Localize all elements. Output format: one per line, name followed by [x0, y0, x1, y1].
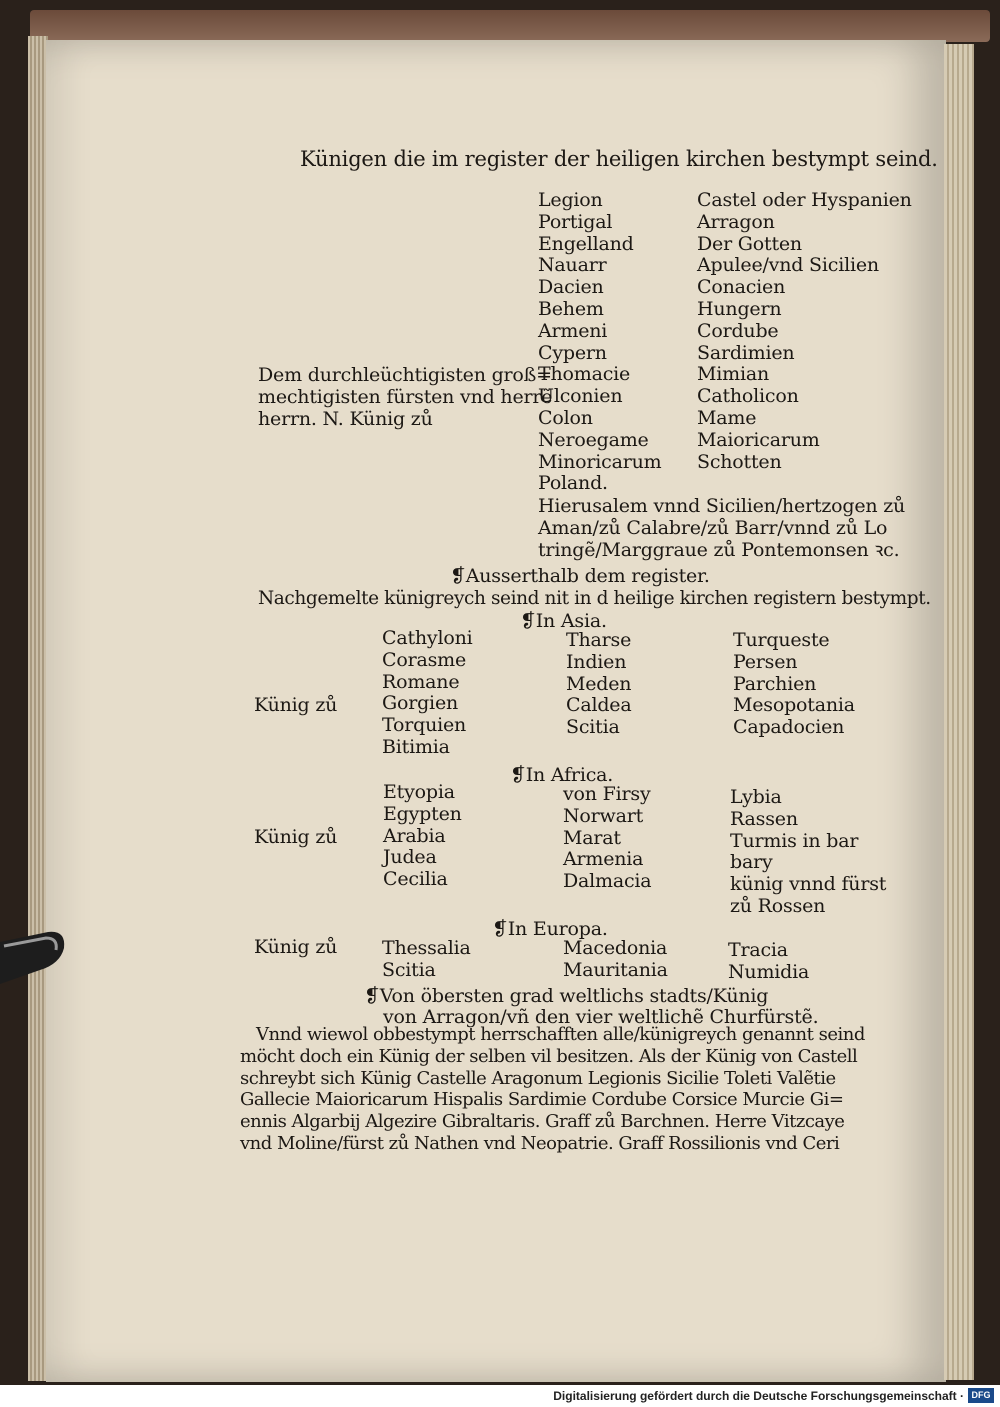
footer-credit: Digitalisierung gefördert durch die Deutsche Forschungsgemeinschaft · — [553, 1389, 964, 1403]
europa-column-3 — [728, 940, 809, 984]
kingdom-item: Marat — [563, 826, 621, 849]
kingdom-item: Tracia — [728, 939, 788, 961]
kingdom-item: Torquien — [382, 714, 467, 737]
kingdom-item: Persen — [733, 650, 798, 673]
kingdom-item: Armenia — [563, 848, 644, 871]
body-line: Gallecie Maioricarum Hispalis Sardimie Cordube Corsice Murcie Gi= — [240, 1089, 844, 1111]
africa-koenig-zu: Künig zů — [254, 826, 338, 848]
kingdom-item: Thomacie — [538, 363, 631, 386]
footer-bar — [0, 1385, 1000, 1407]
kingdom-item: Gorgien — [382, 692, 459, 715]
kingdom-item: Scitia — [382, 958, 436, 981]
body-paragraph — [240, 1024, 865, 1155]
book-cover-top — [30, 10, 990, 42]
kingdom-item: Romane — [382, 670, 460, 693]
asia-heading: ❡In Asia. — [520, 610, 607, 632]
kingdom-item: bary — [730, 851, 773, 874]
kingdom-item: Apulee/vnd Sicilien — [697, 254, 879, 277]
kingdom-item: Etyopia — [383, 781, 455, 803]
registered-column-1 — [538, 190, 661, 495]
kingdom-item: Neroegame — [538, 428, 649, 451]
page-edges-right — [944, 44, 974, 1380]
dedication-line: mechtigisten fürsten vnd herrẽ — [258, 385, 553, 408]
kingdom-item: Engelland — [538, 232, 634, 255]
kingdom-item: Castel oder Hyspanien — [697, 189, 912, 211]
kingdom-item: Cypern — [538, 341, 607, 364]
kingdom-item: Schotten — [697, 450, 782, 473]
grade-heading-line-2: von Arragon/vñ den vier weltlichẽ Churfürstẽ. — [383, 1006, 819, 1028]
kingdom-item: Mesopotania — [733, 694, 855, 717]
kingdom-item: Numidia — [728, 960, 810, 983]
kingdom-item: Sardimien — [697, 341, 795, 364]
kingdom-item: Poland. — [538, 472, 608, 495]
registered-column-2 — [697, 190, 912, 473]
kingdom-item: Lybia — [730, 786, 782, 808]
kingdom-item: Meden — [566, 672, 632, 695]
body-line: schreybt sich Künig Castelle Aragonum Legionis Sicilie Toleti Valẽtie — [240, 1067, 836, 1089]
kingdom-item: Corasme — [382, 648, 466, 671]
dedication-line: Dem durchleüchtigisten groß= — [258, 364, 552, 386]
kingdom-item: Minoricarum — [538, 450, 662, 473]
africa-column-3 — [730, 787, 886, 918]
europa-column-1 — [382, 938, 471, 982]
asia-column-2 — [566, 630, 631, 739]
kingdom-item: Maioricarum — [697, 428, 820, 451]
kingdom-item: Cathyloni — [382, 627, 473, 649]
africa-column-1 — [383, 782, 462, 891]
grade-heading-text: Von öbersten grad weltlichs stadts/Künig — [379, 985, 769, 1007]
kingdom-item: Tharse — [566, 629, 632, 651]
kingdom-item: Arragon — [697, 210, 775, 233]
page-clip-icon — [0, 930, 70, 990]
europa-heading: ❡In Europa. — [492, 918, 608, 940]
kingdom-item: Rassen — [730, 807, 798, 830]
kingdom-item: Norwart — [563, 804, 644, 827]
kingdom-item: Portigal — [538, 210, 613, 233]
page-edges-left — [28, 36, 48, 1381]
kingdom-item: Caldea — [566, 694, 632, 717]
body-line: ennis Algarbij Algezire Gibraltaris. Graff zů Barchnen. Herre Vitzcaye — [240, 1111, 845, 1133]
jerusalem-block — [538, 496, 905, 561]
asia-heading-text: In Asia. — [535, 610, 607, 632]
kingdom-item: Dalmacia — [563, 870, 652, 893]
asia-column-1 — [382, 628, 473, 759]
kingdom-item: Mimian — [697, 363, 769, 386]
africa-column-2 — [563, 784, 651, 893]
kingdom-item: Capadocien — [733, 716, 845, 739]
kingdom-item: Dacien — [538, 276, 604, 299]
text-line: Hierusalem vnnd Sicilien/hertzogen zů — [538, 495, 906, 517]
kingdom-item: künig vnnd fürst — [730, 873, 887, 896]
text-line: tringẽ/Marggraue zů Pontemonsen ꝛc. — [538, 538, 900, 561]
europa-column-2 — [563, 938, 668, 982]
kingdom-item: Egypten — [383, 802, 462, 825]
dfg-logo[interactable]: DFG — [968, 1388, 994, 1403]
africa-heading: ❡In Africa. — [510, 764, 614, 786]
kingdom-item: Conacien — [697, 276, 786, 299]
kingdom-item: Scitia — [566, 716, 620, 739]
kingdom-item: Cordube — [697, 319, 779, 342]
kingdom-item: Catholicon — [697, 385, 799, 408]
text-line: Aman/zů Calabre/zů Barr/vnnd zů Lo — [538, 516, 888, 539]
outside-heading-text: Ausserthalb dem register. — [465, 565, 710, 587]
kingdom-item: Parchien — [733, 672, 817, 695]
europa-koenig-zu: Künig zů — [254, 936, 338, 958]
kingdom-item: Cecilia — [383, 868, 448, 891]
dedication — [258, 365, 552, 430]
kingdom-item: Colon — [538, 406, 593, 429]
kingdom-item: Mauritania — [563, 958, 668, 981]
grade-heading-line-1: ❡Von öbersten grad weltlichs stadts/Künig — [364, 985, 769, 1007]
kingdom-item: Turqueste — [733, 629, 830, 651]
outside-subheading: Nachgemelte künigreych seind nit in d heilige kirchen registern bestympt. — [258, 588, 931, 609]
asia-column-3 — [733, 630, 855, 739]
africa-heading-text: In Africa. — [525, 764, 614, 786]
kingdom-item: Thessalia — [382, 937, 471, 959]
body-line: Vnnd wiewol obbestympt herrschafften alle/künigreych genannt seind — [256, 1024, 865, 1045]
asia-koenig-zu: Künig zů — [254, 694, 338, 716]
kingdom-item: Turmis in bar — [730, 829, 859, 852]
kingdom-item: Judea — [383, 846, 437, 869]
kingdom-item: Armeni — [538, 319, 608, 342]
kingdom-item: Indien — [566, 650, 627, 673]
kingdom-item: Legion — [538, 189, 603, 211]
kingdom-item: Bitimia — [382, 735, 450, 758]
outside-heading: ❡Ausserthalb dem register. — [450, 565, 710, 587]
body-line: möcht doch ein Künig der selben vil besitzen. Als der Künig von Castell — [240, 1045, 858, 1067]
kingdom-item: Nauarr — [538, 254, 607, 277]
dedication-line: herrn. N. Künig zů — [258, 407, 433, 430]
body-line: vnd Moline/fürst zů Nathen vnd Neopatrie. Graff Rossilionis vnd Ceri — [240, 1132, 840, 1154]
kingdom-item: zů Rossen — [730, 894, 826, 917]
kingdom-item: Hungern — [697, 297, 782, 320]
kingdom-item: Mame — [697, 406, 757, 429]
kingdom-item: Ulconien — [538, 385, 623, 408]
kingdom-item: Der Gotten — [697, 232, 802, 255]
kingdom-item: Macedonia — [563, 937, 668, 959]
kingdom-item: Behem — [538, 297, 604, 320]
europa-heading-text: In Europa. — [507, 918, 608, 940]
kingdom-item: Arabia — [383, 824, 446, 847]
page-heading: Künigen die im register der heiligen kirchen bestympt seind. — [300, 147, 938, 171]
kingdom-item: von Firsy — [563, 783, 651, 805]
